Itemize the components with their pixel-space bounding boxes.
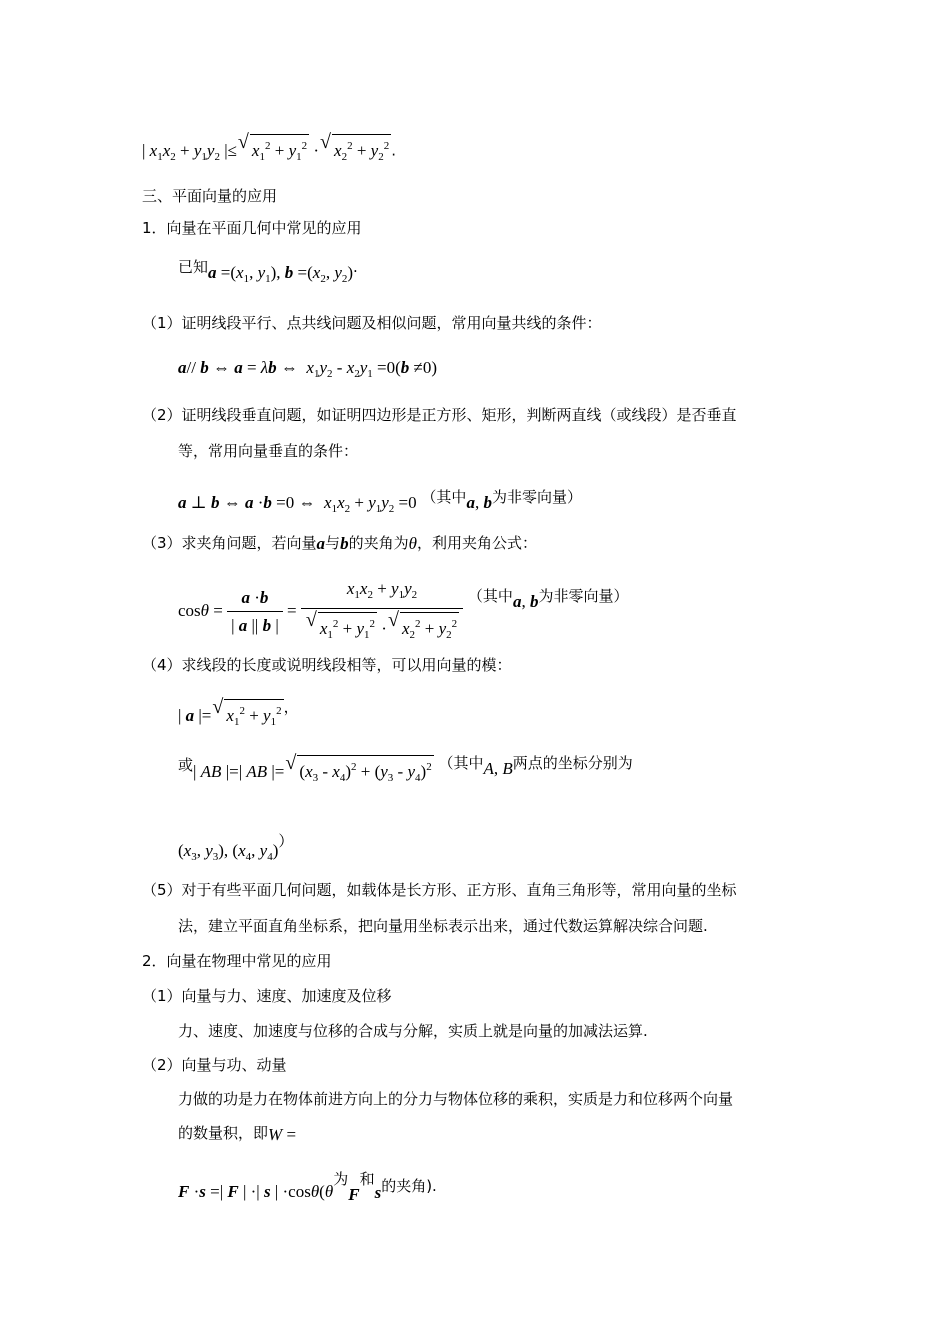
parallel-condition-line [178,357,437,385]
coordinates-note: （其中A, B两点的坐标分别为 [438,754,633,778]
item-2-text-a: （2）证明线段垂直问题，如证明四边形是正方形、矩形，判断两直线（或线段）是否垂直 [142,406,737,424]
given-vectors-formula: $a =(x_1$, $y_1$), $b =(x_2$, $y_2$) [208,262,354,285]
inequality-line [142,134,396,168]
modulus-formula: | a |=√ $x_1^2 + y_1^2$ [178,699,284,733]
period: . [391,141,396,160]
points-coordinates-formula: ($x_3$, $y_3$), ($x_4$, $y_4$) [178,840,279,863]
physics-item-2-text-a: 力做的功是力在物体前进方向上的分力与物体位移的乘积，实质是力和位移两个向量 [178,1090,734,1108]
physics-item-1-title: （1）向量与力、速度、加速度及位移 [142,987,392,1005]
subsection-heading-2: 2．向量在物理中常见的应用 [142,952,332,970]
cauchy-inequality-formula: | $x_1x_2 + y_1y_2$ |≤√ $x_1^2 + y_1^2$ ·√ $x_2^2 + y_2^2$ [142,134,391,168]
parallel-condition-formula: a// b ⇔ a = λb ⇔ $x_1y_2 - x_2y_1 =0(b \ne 0)$ [178,358,438,380]
item-1-text: （1）证明线段平行、点共线问题及相似问题，常用向量共线的条件： [142,314,602,332]
item-4-text: （4）求线段的长度或说明线段相等，可以用向量的模： [142,656,512,674]
angle-formula-line [178,578,628,646]
perpendicular-condition-line [178,486,582,520]
perpendicular-condition-formula: a ⊥ b ⇔ a ·b =0 ⇔ $x_1x_2 + y_1y_2 =0$ [178,492,417,515]
period: . [353,258,358,276]
item-5-text-b: 法，建立平面直角坐标系，把向量用坐标表示出来，通过代数运算解决综合问题. [178,917,708,935]
angle-cosine-formula: cosθ = $\frac{a \cdot b}{| a || b |}$ = $x_1x_2 + y_1y_2$ √ $x_1^2 + y_1^2$ ·√ $x_2^2 + y_2^2$ [178,578,463,646]
given-label: 已知 [178,258,209,276]
physics-item-1-text: 力、速度、加速度与位移的合成与分解，实质上就是向量的加减法运算. [178,1022,648,1040]
modulus-line: | a |=√ $x_1^2 + y_1^2$ ， [178,696,299,733]
physics-item-2-text-b: 的数量积，即W = [178,1124,297,1144]
work-formula-line: F ·s =| F | ·| s | ·cosθ(θ为F和s的夹角). [178,1170,437,1204]
work-formula: F ·s =| F | ·| s | ·cosθ(θ [178,1181,334,1201]
section-heading: 三、平面向量的应用 [142,187,278,205]
subsection-heading-1: 1．向量在平面几何中常见的应用 [142,219,362,237]
distance-formula: | AB |=| AB |=√ $(x_3 - x_4)^2 + (y_3 - y_4)^2$ [193,755,434,789]
physics-item-2-title: （2）向量与功、动量 [142,1056,287,1074]
nonzero-note-1: （其中a, b为非零向量） [421,488,582,512]
nonzero-note-2: （其中a, b为非零向量） [467,586,629,611]
item-5-text-a: （5）对于有些平面几何问题，如载体是长方形、正方形、直角三角形等，常用向量的坐标 [142,881,737,899]
given-line [178,256,358,290]
points-coordinates-line: ($x_3$, $y_3$), ($x_4$, $y_4$)） [178,830,293,868]
item-2-text-b: 等，常用向量垂直的条件： [178,442,359,460]
item-3-text: （3）求夹角问题，若向量a与b的夹角为θ，利用夹角公式： [142,534,537,553]
distance-line: 或| AB |=| AB |=√ $(x_3 - x_4)^2 + (y_3 - y_4)^2$ （其中A, B两点的坐标分别为 [178,752,633,789]
